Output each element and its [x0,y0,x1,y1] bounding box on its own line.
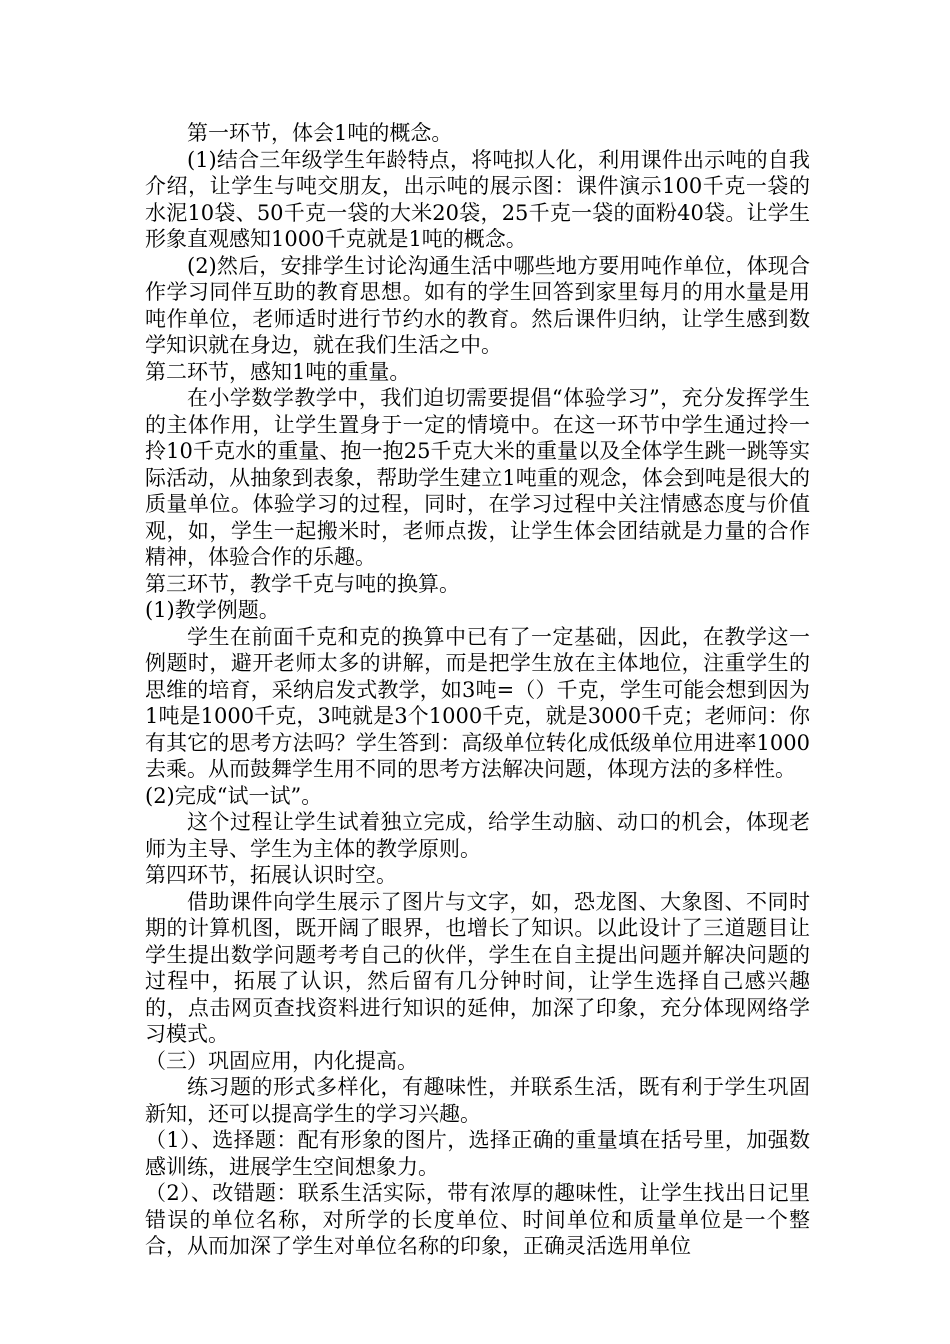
subheading-3-2: (2)完成“试一试”。 [145,783,323,808]
section-heading-3: 第三环节，教学千克与吨的换算。 [145,571,460,596]
paragraph-section-3-2: 这个过程让学生试着独立完成，给学生动脑、动口的机会，体现老师为主导、学生为主体的教学原则。 [145,810,810,861]
section-heading-1: 第一环节，体会1吨的概念。 [187,121,453,145]
paragraph-step-1-2: (2)然后，安排学生讨论沟通生活中哪些地方要用吨作单位，体现合作学习同伴互助的教育思想。如有的学生回答到家里每月的用水量是用吨作单位，老师适时进行节约水的教育。然后课件归纳，让学生感到数学知识就在身边，就在我们生活之中。 [145,253,810,357]
section-heading-2: 第二环节，感知1吨的重量。 [145,359,411,384]
paragraph-step-1-1: (1)结合三年级学生年龄特点，将吨拟人化，利用课件出示吨的自我介绍，让学生与吨交朋友，出示吨的展示图：课件演示100千克一袋的水泥10袋、50千克一袋的大米20袋，25千克一袋的面粉40袋。让学生形象直观感知1000千克就是1吨的概念。 [145,147,810,251]
paragraph-section-2: 在小学数学教学中，我们迫切需要提倡“体验学习”，充分发挥学生的主体作用，让学生置身于一定的情境中。在这一环节中学生通过拎一拎10千克水的重量、抱一抱25千克大米的重量以及全体学生跳一跳等实际活动，从抽象到表象，帮助学生建立1吨重的观念，体会到吨是很大的质量单位。体验学习的过程，同时，在学习过程中关注情感态度与价值观，如，学生一起搬米时，老师点拨，让学生体会团结就是力量的合作精神，体验合作的乐趣。 [145,386,810,569]
document-body [145,120,810,1260]
subheading-3-1: (1)教学例题。 [145,598,280,622]
part-heading-3: （三）巩固应用，内化提高。 [145,1048,418,1073]
item-correction-question: （2）、改错题：联系生活实际，带有浓厚的趣味性，让学生找出日记里错误的单位名称，对所学的长度单位、时间单位和质量单位是一个整合，从而加深了学生对单位名称的印象，正确灵活选用单位 [145,1181,810,1258]
paragraph-part-3-intro: 练习题的形式多样化，有趣味性，并联系生活，既有利于学生巩固新知，还可以提高学生的学习兴趣。 [145,1075,810,1126]
section-heading-4: 第四环节，拓展认识时空。 [145,863,397,887]
paragraph-section-3-1: 学生在前面千克和克的换算中已有了一定基础，因此，在教学这一例题时，避开老师太多的讲解，而是把学生放在主体地位，注重学生的思维的培育，采纳启发式教学，如3吨=（）千克，学生可能会想到因为1吨是1000千克，3吨就是3个1000千克，就是3000千克；老师问：你有其它的思考方法吗？学生答到：高级单位转化成低级单位用进率1000去乘。从而鼓舞学生用不同的思考方法解决问题，体现方法的多样性。 [145,624,810,781]
paragraph-section-4: 借助课件向学生展示了图片与文字，如，恐龙图、大象图、不同时期的计算机图，既开阔了眼界，也增长了知识。以此设计了三道题目让学生提出数学问题考考自己的伙伴，学生在自主提出问题并解决问题的过程中，拓展了认识，然后留有几分钟时间，让学生选择自己感兴趣的，点击网页查找资料进行知识的延伸，加深了印象，充分体现网络学习模式。 [145,889,810,1046]
item-choice-question: （1）、选择题：配有形象的图片，选择正确的重量填在括号里，加强数感训练，进展学生空间想象力。 [145,1128,810,1179]
